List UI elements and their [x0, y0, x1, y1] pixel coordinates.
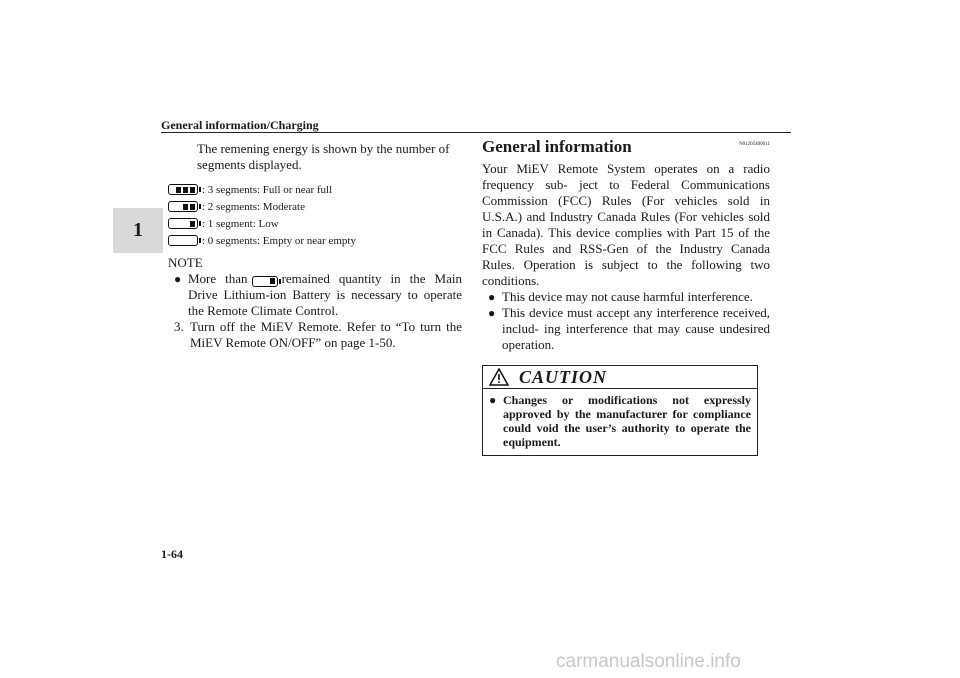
note-text-after: remained quantity in the Main Drive Lithium-ion Battery is necessary to operate the Remote Climate Control.	[188, 271, 463, 318]
reference-code: N01205400011	[739, 142, 770, 147]
battery-level-label: : 0 segments: Empty or near empty	[202, 234, 356, 247]
battery-level-list	[168, 181, 462, 249]
battery-2-segment-icon	[168, 201, 198, 212]
body-paragraph: Your MiEV Remote System operates on a radio frequency sub- ject to Federal Communications Commission (FCC) Rules (For vehicles sold in U.S.A.) and Industry Canada Rules (For vehicles sold in Canada). This device complies with Part 15 of the FCC Rules and RSS-Gen of the Industry Canada Rules. Operation is subject to the following two conditions.	[482, 161, 770, 288]
battery-level-row	[168, 232, 462, 249]
step-3	[168, 319, 462, 351]
bullet-icon: ●	[488, 306, 496, 320]
warning-triangle-icon	[489, 368, 509, 386]
intro-text: The remening energy is shown by the number of segments displayed.	[197, 141, 450, 172]
note-bullet	[168, 271, 462, 319]
caution-item: ● Changes or modifications not expressly approved by the manufacturer for compliance could void the user’s authority to operate the equipment.	[489, 393, 751, 449]
battery-0-segment-icon	[168, 235, 198, 246]
section-heading: General information	[482, 137, 632, 156]
bullet-icon: ●	[174, 272, 182, 286]
note-label: NOTE	[168, 255, 203, 270]
condition-item: ● This device must accept any interference received, includ- ing interference that may cause undesired operation.	[488, 305, 770, 352]
condition-list	[482, 289, 770, 353]
battery-level-row	[168, 198, 462, 215]
watermark: carmanualsonline.info	[556, 651, 741, 672]
step-number: 3.	[174, 319, 184, 334]
battery-level-row	[168, 181, 462, 198]
bullet-icon: ●	[489, 393, 497, 407]
left-column	[168, 141, 462, 351]
battery-3-segment-icon	[168, 184, 198, 195]
battery-level-row	[168, 215, 462, 232]
section-tab: 1	[113, 208, 163, 253]
section-heading-row	[482, 137, 770, 155]
battery-level-label: : 2 segments: Moderate	[202, 200, 305, 213]
bullet-icon: ●	[488, 290, 496, 304]
condition-item: ● This device may not cause harmful interference.	[488, 289, 753, 304]
caution-title: CAUTION	[519, 367, 608, 387]
page-header-title: General information/Charging	[161, 118, 319, 132]
caution-header	[489, 368, 751, 386]
note-text-before: More than	[188, 271, 248, 286]
battery-level-label: : 1 segment: Low	[202, 217, 279, 230]
battery-1-segment-icon	[252, 276, 278, 287]
page-number: 1-64	[161, 547, 183, 561]
battery-1-segment-icon	[168, 218, 198, 229]
header-rule	[161, 132, 791, 133]
right-column	[482, 137, 770, 456]
step-text: Turn off the MiEV Remote. Refer to “To turn the MiEV Remote ON/OFF” on page 1-50.	[190, 319, 462, 350]
caution-rule	[483, 388, 757, 389]
battery-level-label: : 3 segments: Full or near full	[202, 183, 333, 196]
caution-box	[482, 365, 758, 456]
